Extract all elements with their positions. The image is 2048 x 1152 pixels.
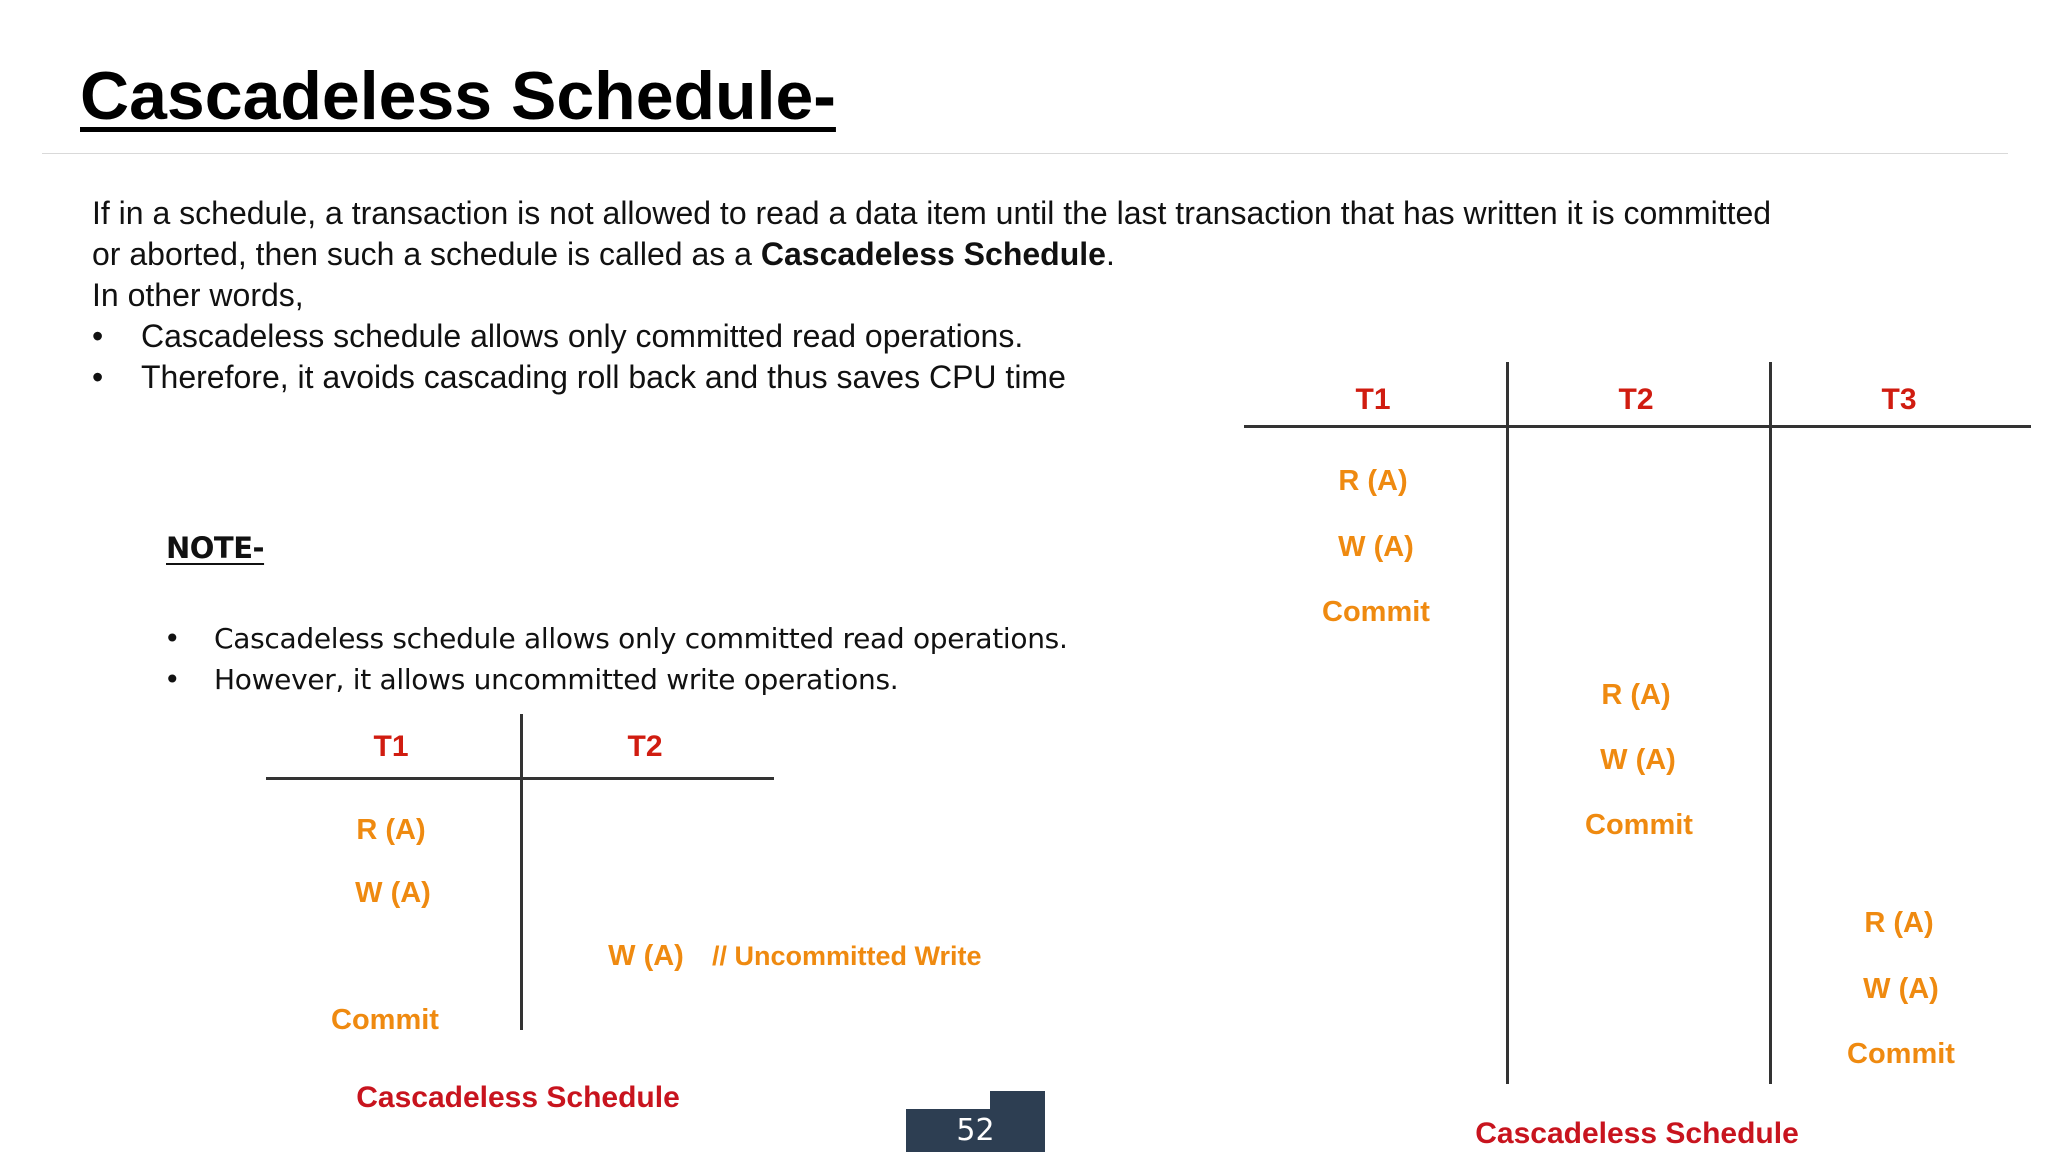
definition-term: Cascadeless Schedule: [760, 236, 1106, 272]
t3-write-op: W (A): [1863, 973, 1939, 1005]
list-item: [164, 659, 1068, 700]
bullet-icon: •: [164, 622, 181, 655]
schedule-column-divider: [1506, 362, 1509, 1084]
t1-write-op: W (A): [1338, 531, 1414, 563]
t3-header: T3: [1881, 383, 1917, 416]
note-heading: NOTE-: [166, 531, 265, 565]
t2-header: T2: [627, 730, 663, 763]
note-bullet-list: [164, 618, 1068, 700]
title-divider: [42, 153, 2008, 154]
t1-header: T1: [373, 730, 409, 763]
list-item: [164, 618, 1068, 659]
definition-line-3: In other words,: [92, 277, 304, 313]
slide-title: Cascadeless Schedule-: [80, 58, 836, 134]
list-item: [92, 316, 1992, 357]
t2-header: T2: [1618, 383, 1654, 416]
bullet-icon: •: [164, 663, 181, 696]
definition-bullet-list: [92, 316, 1992, 398]
t2-write-op: W (A): [608, 940, 684, 972]
t1-write-op: W (A): [355, 877, 431, 909]
definition-line-2-prefix: or aborted, then such a schedule is called as a: [92, 236, 761, 272]
t2-read-op: R (A): [1601, 679, 1671, 711]
bullet-icon: •: [92, 318, 104, 354]
schedule-column-divider: [1769, 362, 1772, 1084]
bullet-icon: •: [92, 359, 104, 395]
definition-line-2-suffix: .: [1105, 236, 1115, 272]
list-item-text: Therefore, it avoids cascading roll back and thus saves CPU time: [141, 359, 1066, 395]
t2-commit-op: Commit: [1585, 809, 1693, 841]
schedule-column-divider: [520, 714, 523, 1030]
page-number-badge: [906, 1091, 1045, 1152]
t1-commit-op: Commit: [1322, 596, 1430, 628]
t1-read-op: R (A): [1338, 465, 1408, 497]
list-item-text: However, it allows uncommitted write operations.: [214, 663, 899, 696]
list-item-text: Cascadeless schedule allows only committed read operations.: [141, 318, 1024, 354]
t1-header: T1: [1355, 383, 1391, 416]
definition-block: [92, 193, 1992, 398]
uncommitted-write-comment: // Uncommitted Write: [712, 941, 982, 971]
definition-line-2: [92, 234, 1992, 275]
t3-read-op: R (A): [1864, 907, 1934, 939]
t3-commit-op: Commit: [1847, 1038, 1955, 1070]
schedule-header-rule: [1244, 425, 2031, 428]
t2-write-op: W (A): [1600, 744, 1676, 776]
t1-commit-op: Commit: [331, 1004, 439, 1036]
page-number-tab: [990, 1091, 1045, 1111]
t1-read-op: R (A): [356, 814, 426, 846]
list-item: [92, 357, 1992, 398]
schedule-caption: Cascadeless Schedule: [1475, 1117, 1799, 1150]
list-item-text: Cascadeless schedule allows only committed read operations.: [214, 622, 1068, 655]
schedule-caption: Cascadeless Schedule: [356, 1081, 680, 1114]
page-number: 52: [906, 1109, 1045, 1152]
definition-line-1: If in a schedule, a transaction is not allowed to read a data item until the last transaction that has written it is committed: [92, 195, 1772, 231]
